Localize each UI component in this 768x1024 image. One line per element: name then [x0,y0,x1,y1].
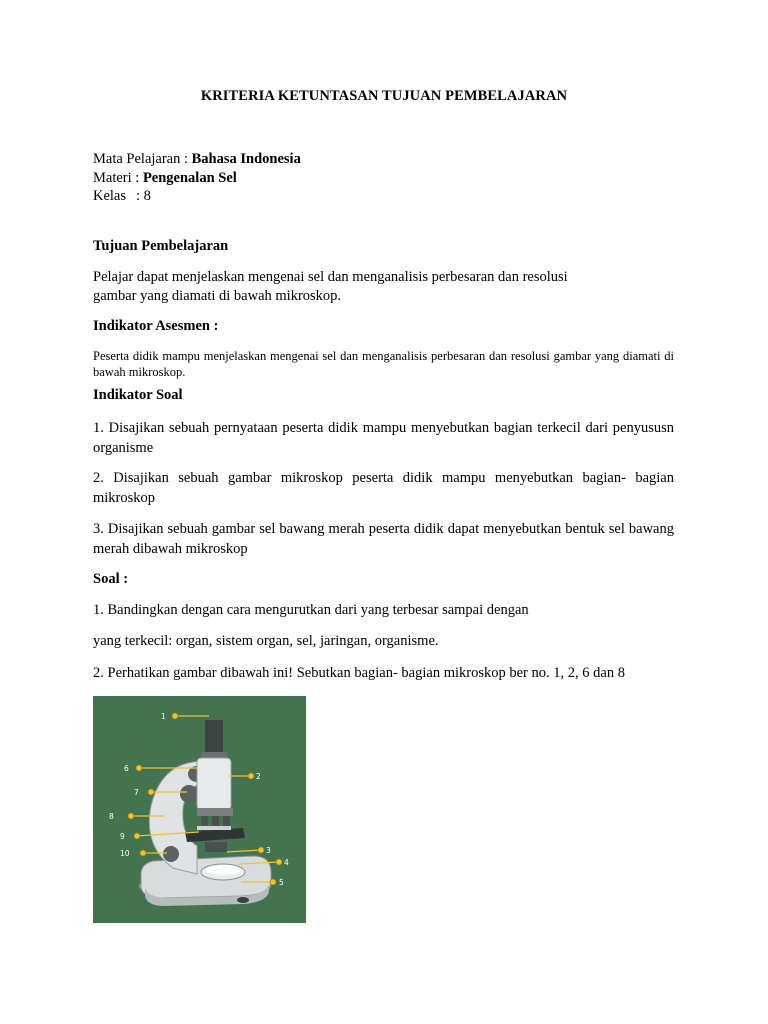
tujuan-line-2: gambar yang diamati di bawah mikroskop. [93,288,342,304]
label-3: 3 [266,846,271,855]
nosepiece [197,808,233,816]
info-mapel [93,151,301,168]
indikator-soal-heading: Indikator Soal [93,387,183,403]
body-tube [197,758,231,810]
info-materi [93,170,237,187]
kelas-label: Kelas [93,188,127,204]
label-10: 10 [120,849,130,858]
microscope-illustration [93,696,306,923]
label-8: 8 [109,812,114,821]
label-1: 1 [161,712,166,721]
soal-q1-line-1: 1. Bandingkan dengan cara mengurutkan dari yang terbesar sampai dengan [93,602,529,618]
label-4: 4 [284,858,289,867]
base-foot [237,897,249,903]
indikator-soal-item-1: 1. Disajikan sebuah pernyataan peserta didik mampu menyebutkan bagian terkecil dari penyususn organisme [93,420,674,456]
soal-q1-line-2: yang terkecil: organ, sistem organ, sel, jaringan, organisme. [93,633,439,649]
mirror-surface [205,865,241,875]
info-kelas [93,188,151,205]
label-5: 5 [279,878,284,887]
soal-heading: Soal : [93,571,129,587]
eyepiece [205,720,223,754]
condenser [205,842,227,852]
indikator-soal-item-2: 2. Disajikan sebuah gambar mikroskop peserta didik mampu menyebutkan bagian- bagian mikroskop [93,470,674,506]
asesmen-heading: Indikator Asesmen : [93,318,219,334]
microscope-figure [93,696,306,923]
kelas-value: : 8 [136,188,151,204]
arm-knob-middle [180,785,198,803]
soal-q2: 2. Perhatikan gambar dibawah ini! Sebutkan bagian- bagian mikroskop ber no. 1, 2, 6 dan 8 [93,665,625,681]
slide-clip [197,826,231,830]
tujuan-heading: Tujuan Pembelajaran [93,238,229,254]
label-2: 2 [256,772,261,781]
materi-label: Materi : [93,170,143,186]
label-7: 7 [134,788,139,797]
mapel-label: Mata Pelajaran : [93,151,192,167]
asesmen-text: Peserta didik mampu menjelaskan mengenai sel dan menganalisis perbesaran dan resolusi gambar yang diamati di bawah mikroskop. [93,349,674,379]
label-6: 6 [124,764,129,773]
arm-knob-lower [163,846,179,862]
document-title: KRITERIA KETUNTASAN TUJUAN PEMBELAJARAN [200,88,568,104]
tujuan-line-1: Pelajar dapat menjelaskan mengenai sel dan menganalisis perbesaran dan resolusi [93,269,568,285]
materi-value: Pengenalan Sel [142,170,237,186]
stage [185,828,245,842]
mapel-value: Bahasa Indonesia [191,151,301,167]
label-9: 9 [120,832,125,841]
indikator-soal-item-3: 3. Disajikan sebuah gambar sel bawang merah peserta didik dapat menyebutkan bentuk sel bawang merah dibawah mikroskop [93,521,674,557]
